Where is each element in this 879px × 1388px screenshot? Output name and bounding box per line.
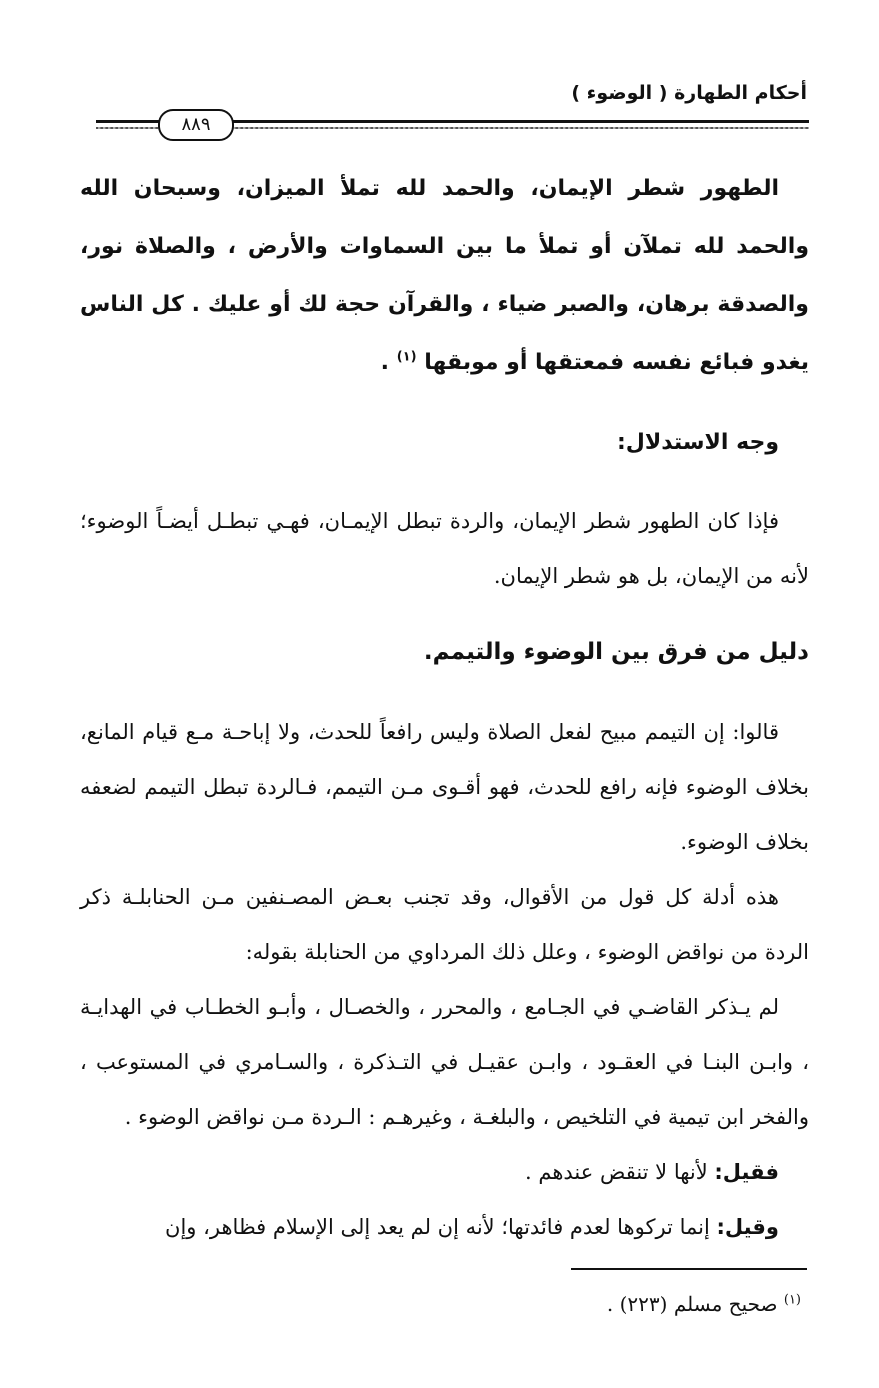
waqil-text: إنما تركوها لعدم فائدتها؛ لأنه إن لم يعد إلى الإسلام فظاهر، وإن [165, 1215, 717, 1239]
hadith-text [80, 160, 809, 392]
qalu-paragraph: قالوا: إن التيمم مبيح لفعل الصلاة وليس رافعاً للحدث، ولا إباحـة مـع قيام المانع، بخلاف الوضوء فإنه رافع للحدث، فهو أقـوى مـن التيمم، فـالردة تبطل التيمم لضعفه بخلاف الوضوء. [80, 720, 809, 854]
faqil-text: لأنها لا تنقض عندهم . [525, 1160, 715, 1184]
footnote-reference: (١) [396, 349, 417, 365]
footnote-rule [571, 1268, 807, 1270]
section-title: دليل من فرق بين الوضوء والتيمم. [423, 639, 809, 665]
running-title: أحكام الطهارة ( الوضوء ) [571, 82, 807, 104]
waqil-lead: وقيل: [716, 1215, 779, 1239]
wajh-paragraph: فإذا كان الطهور شطر الإيمان، والردة تبطل الإيمـان، فهـي تبطـل أيضـاً الوضوء؛ لأنه من الإيمان، بل هو شطر الإيمان. [80, 509, 809, 588]
footnote [607, 1292, 801, 1316]
faqil-lead: فقيل: [714, 1160, 779, 1184]
hadhihi-paragraph: هذه أدلة كل قول من الأقوال، وقد تجنب بعـض المصـنفين مـن الحنابلـة ذكر الردة من نواقض الوضوء ، وعلل ذلك المرداوي من الحنابلة بقوله: [80, 885, 809, 964]
faqil-paragraph [80, 1145, 809, 1200]
hadith-body: الطهور شطر الإيمان، والحمد لله تملأ الميزان، وسبحان الله والحمد لله تملآن أو تملأ ما بين السماوات والأرض ، والصلاة نور، والصدقة برهان، والصبر ضياء ، والقرآن حجة لك أو عليك . كل الناس يغدو فبائع نفسه فمعتقها أو موبقها [80, 176, 809, 375]
hadith-end: . [380, 350, 397, 375]
quote-paragraph: لم يـذكر القاضـي في الجـامع ، والمحرر ، والخصـال ، وأبـو الخطـاب في الهدايـة ، وابـن البنـا في العقـود ، وابـن عقيـل في التـذكرة ، والسـامري في المستوعب ، والفخر ابن تيمية في التلخيص ، والبلغـة ، وغيرهـم : الـردة مـن نواقض الوضوء . [80, 995, 809, 1129]
footnote-marker: (١) [783, 1292, 801, 1308]
wajh-heading: وجه الاستدلال: [616, 430, 779, 455]
main-text [80, 160, 809, 1255]
footnote-text: صحيح مسلم (٢٢٣) . [606, 1292, 784, 1316]
waqil-paragraph [80, 1200, 809, 1255]
page-number: ٨٨٩ [158, 109, 234, 141]
